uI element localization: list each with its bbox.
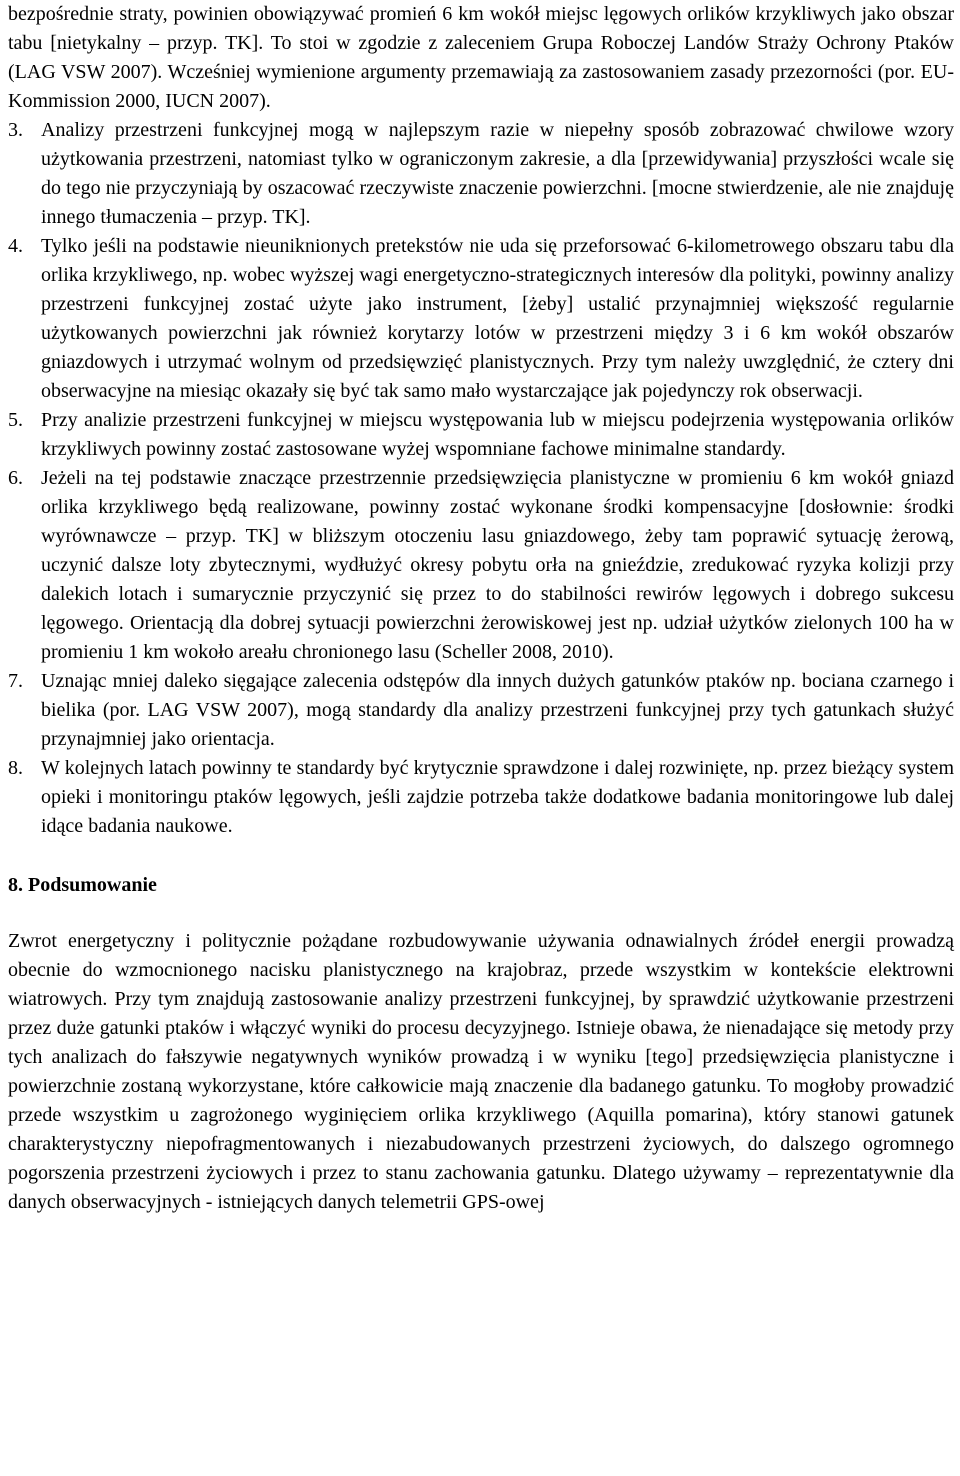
summary-paragraph: Zwrot energetyczny i politycznie pożądane rozbudowywanie używania odnawialnych źródeł energii prowadzą obecnie do wzmocnionego nacisku planistycznego na krajobraz, przede wszystkim w kontekście elektrowni wiatrowych. Przy tym znajdują zastosowanie analizy przestrzeni funkcyjnej, by sprawdzić użytkowanie przestrzeni przez duże gatunki ptaków i włączyć wyniki do procesu decyzyjnego. Istnieje obawa, że nienadające się metody przy tych analizach do fałszywie negatywnych wyników prowadzą i w wyniku [tego] przedsięwzięcia planistyczne i powierzchnie zostaną wykorzystane, które całkowicie mają znaczenie dla badanego gatunku. To mogłoby prowadzić przede wszystkim u zagrożonego wyginięciem orlika krzykliwego (Aquilla pomarina), który stanowi gatunek charakterystyczny niepofragmentowanych i niezabudowanych przestrzeni życiowych, do dalszego ogromnego pogorszenia przestrzeni życiowych i przez to stanu zachowania gatunku. Dlatego używamy – reprezentatywnie dla danych obserwacyjnych - istniejących danych telemetrii GPS-owej [8,930,954,1213]
list-item [8,406,954,464]
list-item-text: Jeżeli na tej podstawie znaczące przestrzennie przedsięwzięcia planistyczne w promieniu 6 km wokół gniazd orlika krzykliwego będą realizowane, powinny zostać wykonane środki kompensacyjne [dosłownie: środki wyrównawcze – przyp. TK] w bliższym otoczeniu lasu gniazdowego, żeby tam poprawić sytuację żerową, uczynić dalsze loty zbytecznymi, wydłużyć okresy pobytu orła na gnieździe, zredukować ryzyka kolizji przy dalekich lotach i sumarycznie przyczynić się przez to do stabilności rewirów lęgowych i dobrego sukcesu lęgowego. Orientacją dla dobrej sytuacji powierzchni żerowiskowej jest np. udział użytków zielonych 100 ha w promieniu 1 km wokoło areału chronionego lasu (Scheller 2008, 2010). [41,467,954,663]
list-item-number: 7. [8,670,23,692]
document-page [8,0,954,1217]
recommendation-list [8,116,954,841]
list-item-number: 5. [8,409,23,431]
list-item-text: Uznając mniej daleko sięgające zalecenia odstępów dla innych dużych gatunków ptaków np. bociana czarnego i bielika (por. LAG VSW 2007), mogą standardy dla analizy przestrzeni funkcyjnej przy tych gatunkach służyć przynajmniej jako orientacja. [41,670,954,750]
list-item-number: 4. [8,235,23,257]
list-item [8,464,954,667]
list-item [8,116,954,232]
list-item-number: 6. [8,467,23,489]
list-item [8,667,954,754]
list-item-text: W kolejnych latach powinny te standardy być krytycznie sprawdzone i dalej rozwinięte, np. przez bieżący system opieki i monitoringu ptaków lęgowych, jeśli zajdzie potrzeba także dodatkowe badania monitoringowe lub dalej idące badania naukowe. [41,757,954,837]
list-item [8,232,954,406]
list-item-number: 8. [8,757,23,779]
intro-paragraph: bezpośrednie straty, powinien obowiązywać promień 6 km wokół miejsc lęgowych orlików krzykliwych jako obszar tabu [nietykalny – przyp. TK]. To stoi w zgodzie z zaleceniem Grupa Roboczej Landów Straży Ochrony Ptaków (LAG VSW 2007). Wcześniej wymienione argumenty przemawiają za zastosowaniem zasady przezorności (por. EU-Kommission 2000, IUCN 2007). [8,3,954,112]
list-item-text: Przy analizie przestrzeni funkcyjnej w miejscu występowania lub w miejscu podejrzenia występowania orlików krzykliwych powinny zostać zastosowane wyżej wspomniane fachowe minimalne standardy. [41,409,954,460]
list-item-number: 3. [8,119,23,141]
list-item-text: Tylko jeśli na podstawie nieuniknionych pretekstów nie uda się przeforsować 6-kilometrowego obszaru tabu dla orlika krzykliwego, np. wobec wyższej wagi energetyczno-strategicznych interesów dla polityki, powinny analizy przestrzeni funkcyjnej zostać użyte jako instrument, [żeby] ustalić przynajmniej większość regularnie użytkowanych powierzchni jak również korytarzy lotów w przestrzeni między 3 i 6 km wokół obszarów gniazdowych i utrzymać wolnym od przedsięwzięć planistycznych. Przy tym należy uwzględnić, że cztery dni obserwacyjne na miesiąc okazały się być tak samo mało wystarczające jak pojedynczy rok obserwacji. [41,235,954,402]
section-heading: 8. Podsumowanie [8,874,157,896]
list-item [8,754,954,841]
list-item-text: Analizy przestrzeni funkcyjnej mogą w najlepszym razie w niepełny sposób zobrazować chwilowe wzory użytkowania przestrzeni, natomiast tylko w ograniczonym zakresie, a dla [przewidywania] przyszłości wcale się do tego nie przyczyniają by oszacować rzeczywiste znaczenie powierzchni. [mocne stwierdzenie, ale nie znajduję innego tłumaczenia – przyp. TK]. [41,119,954,228]
